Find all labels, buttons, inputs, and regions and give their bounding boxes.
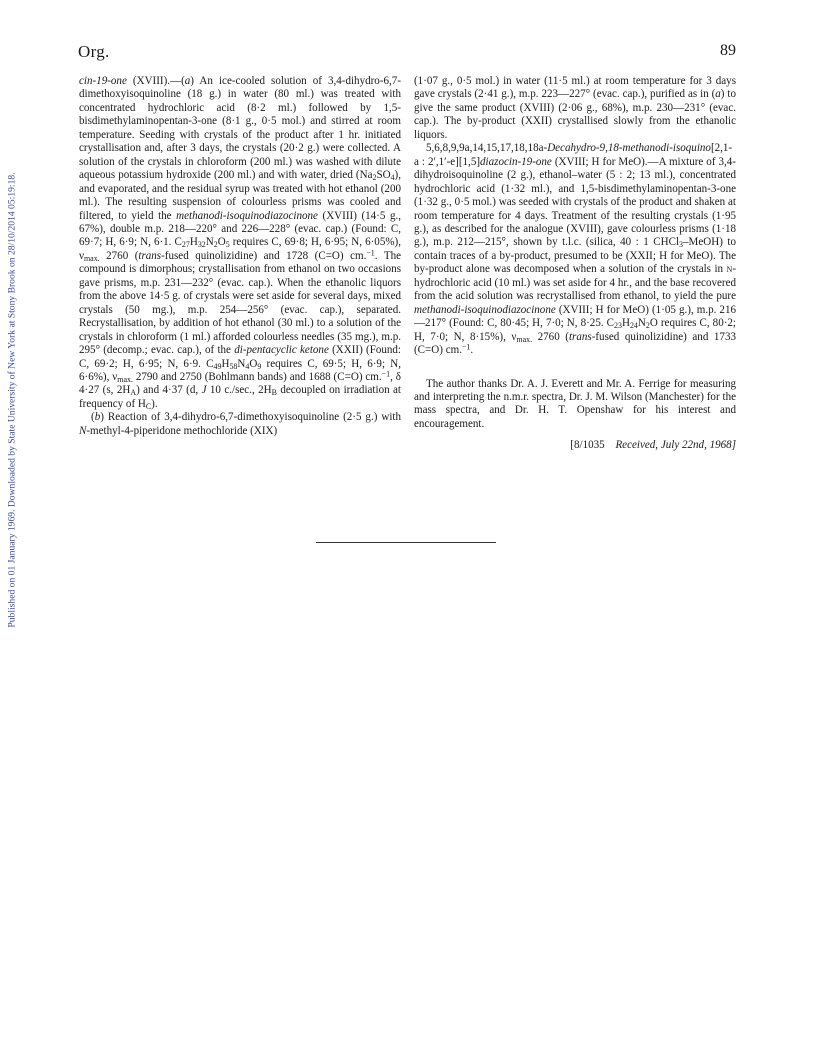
end-rule [316, 542, 496, 543]
page-header [78, 42, 736, 66]
received-date: Received, July 22nd, 1968] [615, 439, 736, 452]
experimental-paragraph-a: cin-19-one (XVIII).—(a) An ice-cooled solution of 3,4-dihydro-6,7-dimethoxyisoquinoline (18 g.) in water (80 ml.) was treated with concentrated hydrochloric acid (8·2 ml.) followed by 1,5-bisdimethylaminopentan-3-one (8·1 g., 0·5 mol.) and stirred at room temperature. Seeding with crystals of the product after 1 hr. initiated crystallisation and, after 3 days, the crystals (20·2 g.) were collected. A solution of the crystals in chloroform (200 ml.) was washed with dilute aqueous potassium hydroxide (200 ml.) and with water, dried $(Na_2SO_4)$, and evaporated, and the residual syrup was treated with hot ethanol (200 ml.). The resulting suspension of colourless prisms was cooled and filtered, to yield the methanodi-isoquinodiazocinone (XVIII) (14·5 g., 67%), double m.p. 218—220° and 226—228° (evac. cap.) (Found: C, 69·7; H, 6·9; N, 6·1. $C_{27}H_{32}N_2O_5$ requires C, 69·8; H, 6·95; N, 6·05%), $\nu_{max.}$ 2760 (trans-fused quinolizidine) and 1728 (C=O) cm.$^{-1}$. The compound is dimorphous; crystallisation from ethanol on two occasions gave prisms, m.p. 231—232° (evac. cap.). When the ethanolic liquors from the above 14·5 g. of crystals were set aside for several days, mixed crystals (50 mg.), m.p. 254—256° (evac. cap.), separated. Recrystallisation, by addition of hot ethanol (30 ml.) to a solution of the crystals in chloroform (1 ml.) afforded colourless needles (35 mg.), m.p. 295° (decomp.; evac. cap.), of the di-pentacyclic ketone (XXII) (Found: C, 69·2; H, 6·95; N, 6·9. $C_{49}H_{58}N_4O_9$ requires C, 69·5; H, 6·9; N, 6·6%), $\nu_{max.}$ 2790 and 2750 (Bohlmann bands) and 1688 (C=O) cm.$^{-1}$, δ 4·27 (s, $2H_A$) and 4·37 (d, J 10 c./sec., $2H_B$ decoupled on irradiation at frequency of $H_C$). [79, 75, 402, 411]
received-line [414, 439, 736, 452]
manuscript-reference: [8/1035 [570, 439, 605, 452]
side-note-text: Published on 01 January 1969. Downloaded by State University of New York at Stony Brook on 28/10/2014 05:19:18. [6, 172, 18, 628]
journal-title: Org. [78, 42, 110, 61]
acknowledgement: The author thanks Dr. A. J. Everett and Mr. A. Ferrige for measuring and interpreting the n.m.r. spectra, Dr. J. M. Wilson (Manchester) for the mass spectra, and Dr. H. T. Openshaw for his interest and encouragement. [414, 377, 736, 430]
page-number: 89 [720, 42, 736, 59]
experimental-paragraph-b: (b) Reaction of 3,4-dihydro-6,7-dimethoxyisoquinoline (2·5 g.) with N-methyl-4-piperidone methochloride (XIX) [79, 411, 401, 437]
left-column [79, 75, 401, 438]
publication-side-note [0, 130, 24, 670]
experimental-paragraph-decahydro: 5,6,8,9,9a,14,15,17,18,18a-Decahydro-9,18-methanodi-isoquino[2,1-a : 2′,1′-e][1,5]diazocin-19-one (XVIII; H for MeO).—A mixture of 3,4-dihydroisoquinoline (2 g.), ethanol–water (5 : 2; 13 ml.), concentrated hydrochloric acid (1·32 ml.), and 1,5-bisdimethylaminopentan-3-one (1·32 g., 0·5 mol.) was seeded with crystals of the product and shaken at room temperature for 4 days. Treatment of the resulting crystals (1·95 g.), as described for the analogue (XVIII), gave colourless prisms (1·18 g.), m.p. 212—215°, shown by t.l.c. (silica, 40 : 1 CHCl$_3$–MeOH) to contain traces of a by-product, presumed to be (XXII; H for MeO). The by-product alone was decomposed when a solution of the crystals in n-hydrochloric acid (10 ml.) was set aside for 4 hr., and the base recovered from the acid solution was recrystallised from ethanol, to yield the pure methanodi-isoquinodiazocinone (XVIII; H for MeO) (1·05 g.), m.p. 216—217° (Found: C, 80·45; H, 7·0; N, 8·25. $C_{23}H_{24}N_2O$ requires C, 80·2; H, 7·0; N, 8·15%), $\nu_{max.}$ 2760 (trans-fused quinolizidine) and 1733 (C=O) cm.$^{-1}$. [414, 142, 736, 357]
experimental-paragraph-b-continued: (1·07 g., 0·5 mol.) in water (11·5 ml.) at room temperature for 3 days gave crystals (2·41 g.), m.p. 223—227° (evac. cap.), purified as in (a) to give the same product (XVIII) (2·06 g., 68%), m.p. 230—231° (evac. cap.). The by-product (XXII) crystallised slowly from the ethanolic liquors. [414, 75, 736, 141]
right-column [414, 75, 736, 453]
